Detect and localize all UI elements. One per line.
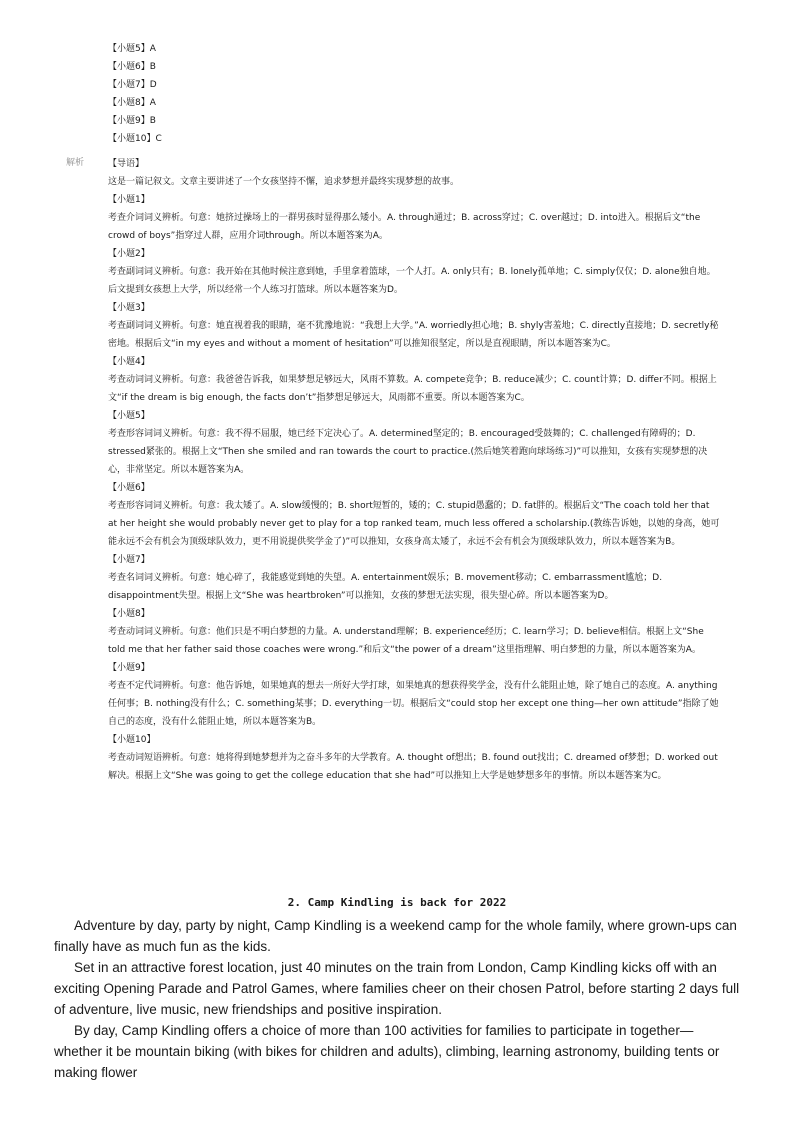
analysis-label-q9: 【小题9】 (108, 663, 150, 673)
passage-paragraph: Set in an attractive forest location, just 40 minutes on the train from London, Camp Kindling kicks off with an exciting Opening Parade and Patrol Games, where families cheer on their chosen Patrol, before starting 2 days full of adventure, live music, new friendships and positive inspiration. (54, 960, 740, 1017)
answer-item: 【小题6】B (108, 62, 156, 72)
answer-list (108, 40, 162, 148)
analysis-text-q1: 考查介词词义辨析。句意：她挤过操场上的一群男孩时显得那么矮小。A. through通过；B. across穿过；C. over越过；D. into进入。根据后文“the crowd of boys”指穿过人群，应用介词through。所以本题答案为A。 (108, 213, 701, 241)
analysis-label-q10: 【小题10】 (108, 735, 156, 745)
analysis-label-q1: 【小题1】 (108, 195, 150, 205)
analysis-label-q5: 【小题5】 (108, 411, 150, 421)
analysis-section (108, 155, 720, 785)
analysis-label-q4: 【小题4】 (108, 357, 150, 367)
analysis-text-q7: 考查名词词义辨析。句意：她心碎了，我能感觉到她的失望。A. entertainment娱乐；B. movement移动；C. embarrassment尴尬；D. disappointment失望。根据上文“She was heartbroken”可以推知，女孩的梦想无法实现，很失望心碎。所以本题答案为D。 (108, 573, 663, 601)
passage-paragraph: Adventure by day, party by night, Camp Kindling is a weekend camp for the whole family, where grown-ups can finally have as much fun as the kids. (54, 918, 737, 954)
analysis-text-q2: 考查副词词义辨析。句意：我开始在其他时候注意到她，手里拿着篮球，一个人打。A. only只有；B. lonely孤单地；C. simply仅仅；D. alone独自地。后文提到女孩想上大学，所以经常一个人练习打篮球。所以本题答案为D。 (108, 267, 716, 295)
analysis-label-intro: 【导语】 (108, 159, 145, 169)
analysis-label-q7: 【小题7】 (108, 555, 150, 565)
analysis-text-q10: 考查动词短语辨析。句意：她将得到她梦想并为之奋斗多年的大学教育。A. thought of想出；B. found out找出；C. dreamed of梦想；D. worked out解决。根据上文“She was going to get the college education that she had”可以推知上大学是她梦想多年的事情。所以本题答案为C。 (108, 753, 718, 781)
analysis-label-q8: 【小题8】 (108, 609, 150, 619)
analysis-text-intro: 这是一篇记叙文。文章主要讲述了一个女孩坚持不懈，追求梦想并最终实现梦想的故事。 (108, 177, 460, 187)
analysis-label-q2: 【小题2】 (108, 249, 150, 259)
analysis-text-q6: 考查形容词词义辨析。句意：我太矮了。A. slow缓慢的；B. short短暂的，矮的；C. stupid愚蠢的；D. fat胖的。根据后文“The coach told her that at her height she would probably never get to play for a top ranked team, much less offered a scholarship.(教练告诉她，以她的身高，她可能永远不会有机会为顶级球队效力，更不用说提供奖学金了)”可以推知，女孩身高太矮了，永远不会有机会为顶级球队效力，所以本题答案为B。 (108, 501, 720, 547)
analysis-text-q9: 考查不定代词辨析。句意：他告诉她，如果她真的想去一所好大学打球，如果她真的想获得奖学金，没有什么能阻止她，除了她自己的态度。A. anything任何事；B. nothing没有什么；C. something某事；D. everything一切。根据后文“could stop her except one thing—her own attitude”指除了她自己的态度，没有什么能阻止她，所以本题答案为B。 (108, 681, 719, 727)
answer-item: 【小题10】C (108, 134, 162, 144)
analysis-text-q5: 考查形容词词义辨析。句意：我不得不屈服，她已经下定决心了。A. determined坚定的；B. encouraged受鼓舞的；C. challenged有障碍的；D. stressed紧张的。根据上文“Then she smiled and ran towards the court to practice.(然后她笑着跑向球场练习)”可以推知，女孩有实现梦想的决心，非常坚定。所以本题答案为A。 (108, 429, 708, 475)
analysis-text-q4: 考查动词词义辨析。句意：我爸爸告诉我，如果梦想足够远大，风雨不算数。A. compete竞争；B. reduce减少；C. count计算；D. differ不同。根据上文“if the dream is big enough, the facts don’t”指梦想足够远大，风雨都不重要。所以本题答案为C。 (108, 375, 717, 403)
passage-title: 2. Camp Kindling is back for 2022 (287, 896, 507, 909)
passage-body (54, 915, 740, 1083)
analysis-text-q8: 考查动词词义辨析。句意：他们只是不明白梦想的力量。A. understand理解；B. experience经历；C. learn学习；D. believe相信。根据上文“She told me that her father said those coaches were wrong.”和后文“the power of a dream”这里指理解、明白梦想的力量，所以本题答案为A。 (108, 627, 704, 655)
analysis-label-q3: 【小题3】 (108, 303, 150, 313)
passage-paragraph: By day, Camp Kindling offers a choice of more than 100 activities for families to participate in together—whether it be mountain biking (with bikes for children and adults), climbing, learning astronomy, building tents or making flower (54, 1023, 720, 1080)
answer-item: 【小题5】A (108, 44, 156, 54)
answer-item: 【小题9】B (108, 116, 156, 126)
analysis-text-q3: 考查副词词义辨析。句意：她直视着我的眼睛，毫不犹豫地说：“我想上大学。”A. worriedly担心地；B. shyly害羞地；C. directly直接地；D. secretly秘密地。根据后文“in my eyes and without a moment of hesitation”可以推知很坚定，所以是直视眼睛，所以本题答案为C。 (108, 321, 719, 349)
analysis-label-q6: 【小题6】 (108, 483, 150, 493)
answer-item: 【小题7】D (108, 80, 157, 90)
analysis-tag: 解析 (66, 158, 85, 168)
answer-item: 【小题8】A (108, 98, 156, 108)
